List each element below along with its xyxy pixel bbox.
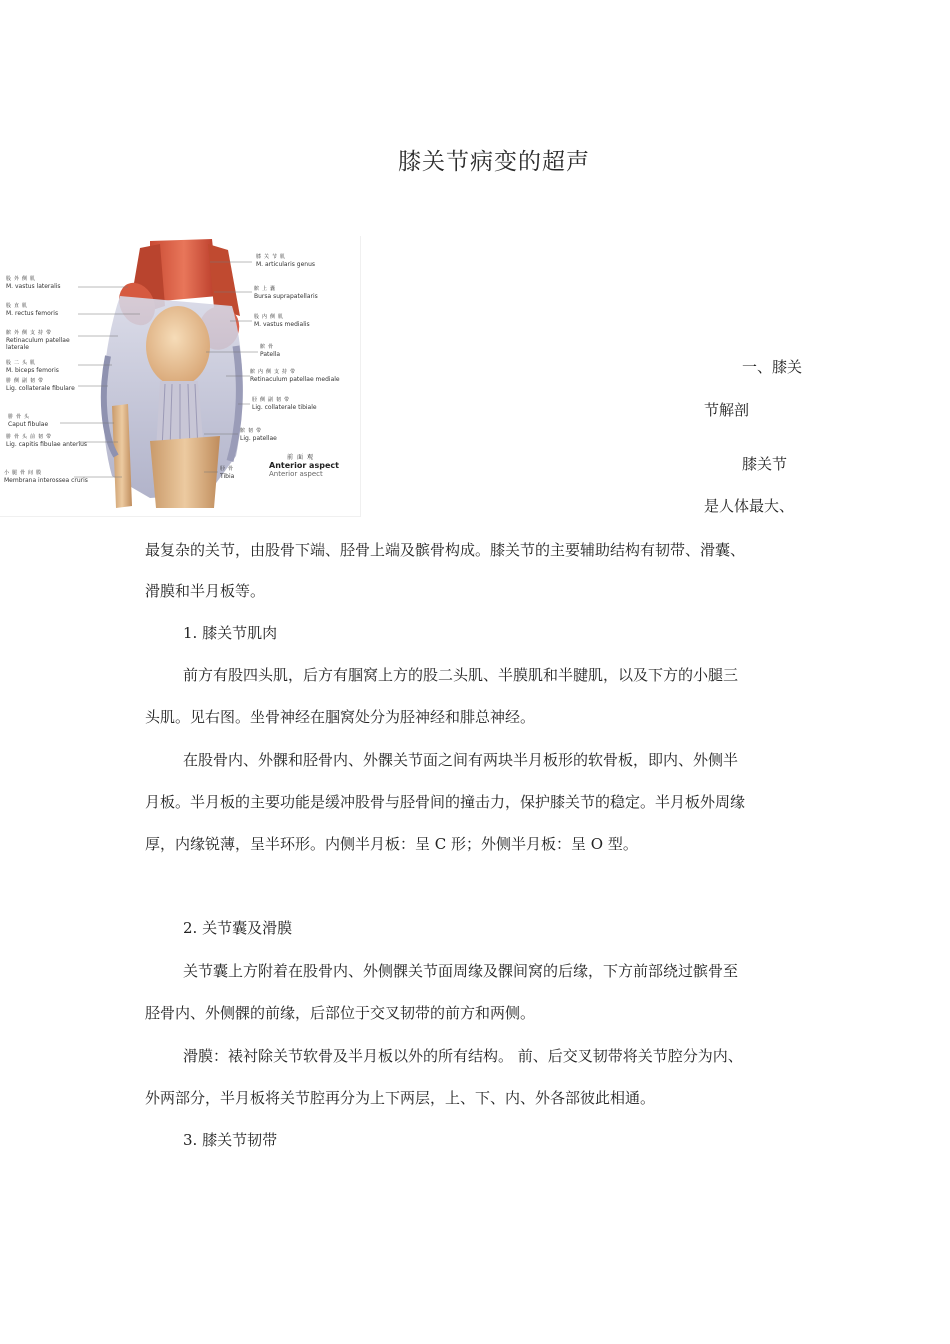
intro-text-part1: 膝关节 [742, 455, 788, 473]
section-heading-part1: 一、膝关 [742, 358, 803, 376]
label-caput-fibulae: 腓骨头 Caput fibulae [8, 414, 49, 428]
label-tibia: 胫骨 Tibia [220, 466, 237, 480]
paragraph-line: 厚，内缘锐薄，呈半环形。内侧半月板：呈 C 形；外侧半月板：呈 O 型。 [145, 835, 638, 853]
paragraph-line: 最复杂的关节，由股骨下端、胫骨上端及髌骨构成。膝关节的主要辅助结构有韧带、滑囊、 [145, 541, 746, 559]
label-biceps-femoris: 股二头肌 M. biceps femoris [6, 360, 59, 374]
subheading-capsule: 2. 关节囊及滑膜 [183, 919, 293, 937]
label-vastus-lateralis: 股外侧肌 M. vastus lateralis [6, 276, 61, 290]
caption-en: Anterior aspect [269, 461, 339, 470]
label-vastus-medialis: 股内侧肌 M. vastus medialis [254, 314, 310, 328]
paragraph-line: 在股骨内、外髁和胫骨内、外髁关节面之间有两块半月板形的软骨板，即内、外侧半 [183, 751, 739, 769]
caption-en-shadow: Anterior aspect [269, 470, 323, 478]
label-retinaculum-mediale: 髌内侧支持带 Retinaculum patellae mediale [250, 369, 340, 383]
label-rectus-femoris: 股直肌 M. rectus femoris [6, 303, 59, 317]
paragraph-line: 胫骨内、外侧髁的前缘，后部位于交叉韧带的前方和两侧。 [145, 1004, 536, 1022]
paragraph-line: 前方有股四头肌，后方有腘窝上方的股二头肌、半膜肌和半腱肌，以及下方的小腿三 [183, 666, 739, 684]
label-membrana-interossea: 小腿骨间膜 Membrana interossea cruris [4, 470, 88, 484]
label-collaterale-tibiale: 胫侧副韧带 Lig. collaterale tibiale [252, 397, 317, 411]
paragraph-line: 月板。半月板的主要功能是缓冲股骨与胫骨间的撞击力，保护膝关节的稳定。半月板外周缘 [145, 793, 746, 811]
label-collaterale-fibulare: 腓侧副韧带 Lig. collaterale fibulare [6, 378, 75, 392]
figure-caption [269, 452, 339, 478]
paragraph-line: 关节囊上方附着在股骨内、外侧髁关节面周缘及髁间窝的后缘，下方前部绕过髌骨至 [183, 962, 739, 980]
label-lig-patellae: 髌韧带 Lig. patellae [240, 428, 277, 442]
caption-zh: 前面观 [287, 454, 318, 461]
subheading-muscles: 1. 膝关节肌肉 [183, 624, 278, 642]
intro-text-part2: 是人体最大、 [704, 497, 795, 515]
label-articularis-genus: 膝关节肌 M. articularis genus [256, 254, 315, 268]
subheading-ligaments: 3. 膝关节韧带 [183, 1131, 278, 1149]
section-heading-part2: 节解剖 [704, 401, 750, 419]
paragraph-line: 头肌。见右图。坐骨神经在腘窝处分为胫神经和腓总神经。 [145, 708, 536, 726]
paragraph-line: 外两部分，半月板将关节腔再分为上下两层，上、下、内、外各部彼此相通。 [145, 1089, 656, 1107]
label-bursa-suprapatellaris: 髌上囊 Bursa suprapatellaris [254, 286, 318, 300]
label-patella: 髌骨 Patella [260, 344, 281, 358]
document-title: 膝关节病变的超声 [398, 149, 590, 175]
paragraph-line: 滑膜和半月板等。 [145, 582, 266, 600]
label-capitis-fibulae: 腓骨头前韧带 Lig. capitis fibulae anterius [6, 434, 88, 448]
paragraph-line: 滑膜：裱衬除关节软骨及半月板以外的所有结构。 前、后交叉韧带将关节腔分为内、 [183, 1047, 743, 1065]
label-retinaculum-laterale: 髌外侧支持带 Retinaculum patellae laterale [6, 330, 70, 351]
